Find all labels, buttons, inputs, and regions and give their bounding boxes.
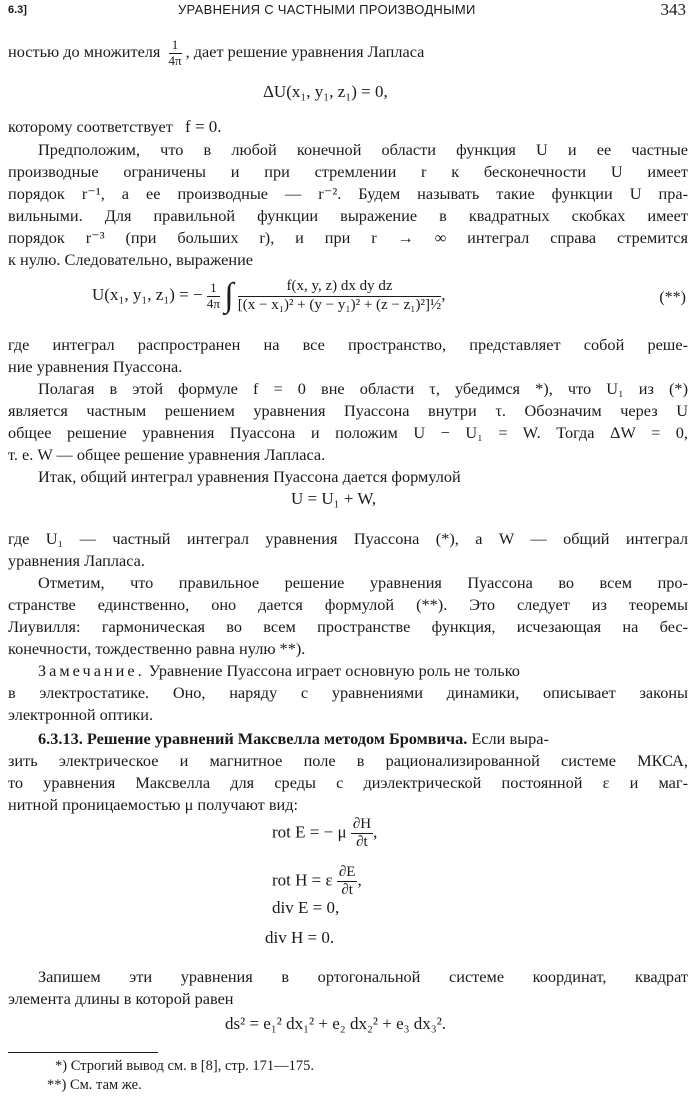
paragraph-line: порядок r⁻³ (при больших r), и при r → ∞ интеграл справа стремится — [8, 228, 688, 247]
paragraph-line: порядок r⁻¹, а ее производные — r⁻². Будем называть такие функции U пра- — [8, 184, 688, 203]
poisson-integral-equation: U(x₁, y₁, z₁) = − $\frac{1}{4\pi}$ ∫ $\frac{\text{f(x, y, z) dx dy dz}}{\text{[(x − x₁)² + (y − y₁)² + (z − z₁)²]½}}$ , — [92, 277, 446, 314]
line-element-equation: ds² = e₁² dx₁² + e₂ dx₂² + e₃ dx₃². — [225, 1014, 447, 1033]
footnote-1: *) Строгий вывод см. в [8], стр. 171—175. — [55, 1058, 315, 1074]
paragraph-line: производные ограничены и при стремлении r к бесконечности U имеет — [8, 162, 688, 181]
paragraph-line: то уравнения Максвелла для среды с диэлектрической постоянной ε и маг- — [8, 773, 688, 792]
running-header — [8, 0, 686, 24]
running-title: УРАВНЕНИЯ С ЧАСТНЫМИ ПРОИЗВОДНЫМИ — [178, 2, 476, 17]
paragraph-line: Запишем эти уравнения в ортогональной системе координат, квадрат — [38, 967, 688, 986]
paragraph-line: конечности, тождественно равна нулю **). — [8, 639, 306, 658]
paragraph-line: уравнения Лапласа. — [8, 551, 145, 570]
integral-sign: ∫ — [224, 277, 234, 314]
paragraph-line: Предположим, что в любой конечной области функция U и ее частные — [38, 140, 688, 159]
remark-label: Замечание. — [38, 661, 145, 680]
paragraph-line: странстве единственно, оно дается формулой (**). Это следует из теоремы — [8, 595, 688, 614]
paragraph-line: в электростатике. Оно, наряду с уравнениями динамики, описывает законы — [8, 683, 688, 702]
equation-tag: (**) — [659, 289, 686, 306]
fraction-one-over-4pi: $\frac{1}{4\pi}$ — [168, 37, 182, 68]
fraction-one-over-4pi: $\frac{1}{4\pi}$ — [206, 279, 220, 311]
paragraph-line: общее решение уравнения Пуассона и положим U − U₁ = W. Тогда ΔW = 0, — [8, 423, 688, 442]
paragraph-line: электронной оптики. — [8, 705, 154, 724]
section-ref: 6.3] — [8, 4, 27, 16]
section-heading-line: 6.3.13. Решение уравнений Максвелла методом Бромвича. Если выра- — [38, 729, 549, 748]
paragraph-line: где интеграл распространен на все пространство, представляет собой реше- — [8, 335, 688, 354]
paragraph-line: Итак, общий интеграл уравнения Пуассона дается формулой — [38, 467, 461, 486]
paragraph-line: элемента длины в которой равен — [8, 989, 234, 1008]
paragraph-line: является частным решением уравнения Пуассона внутри τ. Обозначим через U — [8, 401, 688, 420]
remark-line: Замечание. Уравнение Пуассона играет основную роль не только — [38, 661, 520, 680]
paragraph-line: ние уравнения Пуассона. — [8, 357, 183, 376]
maxwell-div-h: div H = 0. — [265, 928, 335, 947]
footnote-2: **) См. там же. — [47, 1077, 142, 1093]
section-heading: 6.3.13. Решение уравнений Максвелла методом Бромвича. — [38, 729, 468, 748]
laplace-equation: ΔU(x₁, y₁, z₁) = 0, — [263, 82, 388, 101]
paragraph-line: зить электрическое и магнитное поле в рационализированной системе МКСА, — [8, 751, 688, 770]
general-solution-equation: U = U₁ + W, — [291, 489, 377, 508]
paragraph-line: Отметим, что правильное решение уравнения Пуассона во всем про- — [38, 573, 688, 592]
maxwell-rot-e: rot E = − μ $\frac{\partial H}{\partial t}$ , — [272, 816, 378, 851]
paragraph-line: к нулю. Следовательно, выражение — [8, 250, 254, 269]
paragraph-line: Лиувилля: гармоническая во всем пространстве функция, исчезающая на бес- — [8, 617, 688, 636]
paragraph-line: вильными. Для правильной функции выражение в квадратных скобках имеет — [8, 206, 688, 225]
text-line: ностью до множителя $\frac{1}{4\pi}$ , дает решение уравнения Лапласа — [8, 37, 425, 68]
paragraph-line: т. е. W — общее решение уравнения Лапласа. — [8, 445, 326, 464]
paragraph-line: Полагая в этой формуле f = 0 вне области τ, убедимся *), что U₁ из (*) — [38, 379, 688, 398]
text-line: которому соответствует f = 0. — [8, 117, 222, 136]
paragraph-line: где U₁ — частный интеграл уравнения Пуассона (*), а W — общий интеграл — [8, 529, 688, 548]
integral-fraction: $\frac{\text{f(x, y, z) dx dy dz}}{\text{[(x − x₁)² + (y − y₁)² + (z − z₁)²]½}}$ — [237, 278, 442, 313]
maxwell-div-e: div E = 0, — [272, 898, 340, 917]
maxwell-rot-h: rot H = ε $\frac{\partial E}{\partial t}$ , — [272, 864, 362, 899]
page-number: 343 — [660, 0, 686, 19]
paragraph-line: нитной проницаемостью μ получают вид: — [8, 795, 299, 814]
footnote-divider — [8, 1052, 158, 1053]
